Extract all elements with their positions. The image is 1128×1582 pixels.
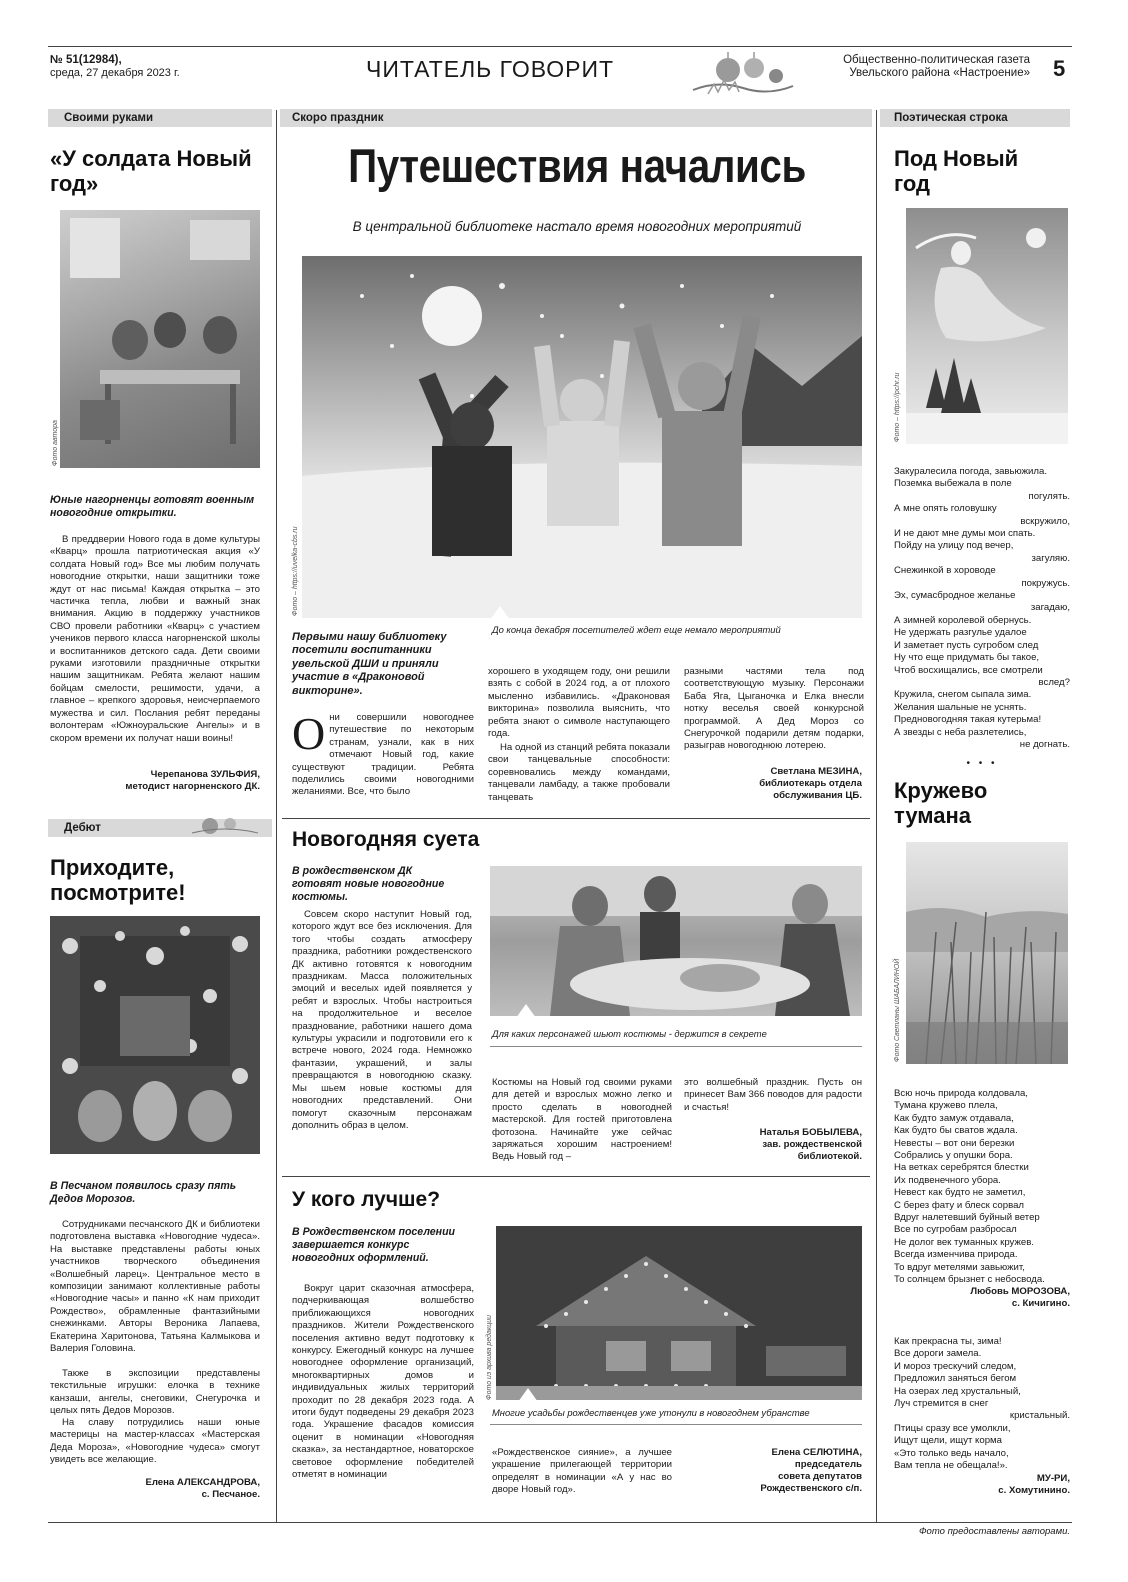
poem-line: Вдруг налетевший буйный ветер [894,1212,1040,1224]
author-travels: Светлана МЕЗИНА, библиотекарь отдела обслуживания ЦБ. [759,766,862,801]
photo-credit-lace: Фото Светланы ШАБАЛИНОЙ [894,958,901,1062]
poem-line: Не удержать разгулье удалое [894,627,1027,639]
paper-name-line1: Общественно-политическая газета [843,54,1030,66]
poem-new-year [894,466,1070,751]
poem-line: не догнать. [1019,738,1070,750]
lead-travels: Первыми нашу библиотеку посетили воспитанники увельской ДШИ и приняли участие в «Драконовой викторине». [292,631,447,697]
poem-line: То вдруг метелями завьюжит, [894,1261,1025,1273]
photo-fog-grass [906,842,1068,1064]
article-title-travels: Путешествия начались [348,139,806,192]
body-soldier: В преддверии Нового года в доме культуры «Кварц» прошла патриотическая акция «У солдата Новый год» Все мы любим получать новогодние открытки, наши защитники тоже ждут от нас письма! Каждая открытка – это частичка тепла, любви и важный знак внимания. Акцию в поддержку участников СВО провели работники «Кварц» с участием учеников первого класса нагорненской школы и воспитанников детского сада. Дети своими руками изготовили праздничные открытки нашим защитникам. Ребята желают нашим бойцам смелости, решимости, удачи, а главное – крепкого здоровья, неисчерпаемого мужества и сил. Послания ребят переданы волонтерам «Южноуральские Ангелы» и в скором времени их получат наши воины! [50,534,260,744]
poem-line: А зимней королевой обернусь. [894,614,1032,626]
body-come-3: На славу потрудились наши юные мастерицы на мастер-классах «Мастерская Деда Мороза», «Новогодние чудеса» смогут увидеть все желающие. [50,1417,260,1466]
article-title-soldier: «У солдата Новый год» [50,146,252,196]
paper-name-line2: Увельского района «Настроение» [849,67,1030,79]
photo-credit-soldier: Фото автора [52,420,59,466]
page-number: 5 [1053,56,1066,81]
body-travels-b: хорошего в уходящем году, они решили взять с собой в 2024 год, а от плохого мысленно избавились. «Драконовая викторина» позволила выяснить, что ребята знают о символе наступающего года. [488,666,670,740]
body-travels-c: На одной из станций ребята показали свои танцевальные способности: соревновались между командами, танцевали ламбаду, а также пробовали танцевать [488,742,670,803]
poem-line: Кружила, снегом сыпала зима. [894,689,1032,701]
poem-line: Невест как будто не заметил, [894,1187,1026,1199]
poem-line: Их подвенечного убора. [894,1174,1001,1186]
photo-kids-postcards [60,210,260,468]
lead-bustle: В рождественском ДК готовят новые новогодние костюмы. [292,865,445,903]
body-come-1: Сотрудниками песчанского ДК и библиотеки подготовлена выставка «Новогодние чудеса». На выставке представлены работы юных участников творческого объединения «Волшебный ларец». Центральное место в композиции занимают коллективные работы «Новогодние часы» и панно «К нам приходит Рождество», обрамленные фантазийными снежинками. Авторы Вероника Лапаева, Екатерина Харитонова, Татьяна Калмыкова и Валерия Головина. [50,1219,260,1355]
body-best-a: Вокруг царит сказочная атмосфера, подчеркивающая волшебство приближающихся новогодних праздников. Жители Рождественского поселения активно ведут подготовку к конкурсу. Ежегодный конкурс на лучшее новогоднее оформление организаций, многоквартирных домов и индивидуальных жилых территорий проходит по 28 декабря 2023 года. А итоги будут подведены 29 декабря 2023 года. Украшение фасадов комиссия оценит в номинации «Новогодняя сказка», за нестандартное, новаторское световое оформление победителей отметят в номинации [292,1283,474,1481]
author-winter: МУ-РИ, с. Хомутинино. [998,1473,1070,1496]
poem-line: А мне опять головушку [894,503,997,515]
poem-line: Поземка выбежала в поле [894,478,1012,490]
article-title-bustle: Новогодняя суета [292,828,480,851]
body-bustle-a: Совсем скоро наступит Новый год, которого ждут все без исключения. Для того чтобы создать атмосферу праздника, работники рождественского ДК активно готовятся к новогодним праздникам. Масса положительных эмоций и веселых идей появляется у ребят и взрослых. Чтобы настроиться на продолжительное и веселое празднование, работники нашего дома культуры украсили и подготовили его к встрече нового, 2024 года. Немножко фантазии, украшений, и залы превращаются в новогоднюю сказку. Мы шьем новые костюмы для новогодних представлений. Они помогут сказочным персонажам дополнить образ в целом. [292,909,472,1131]
poem-line: Как будто замуж отдавала, [894,1112,1014,1124]
author-bustle: Наталья БОБЫЛЕВА, зав. рождественской библиотекой. [759,1127,862,1162]
poem-title-lace: Кружево тумана [894,778,988,828]
poem-line: Желания шальные не уснять. [894,701,1027,713]
author-soldier: Черепанова ЗУЛЬФИЯ, методист нагорненского ДК. [125,769,260,792]
poem-line: Вам тепла не обещала!». [894,1460,1008,1472]
poem-line: вскружило, [1020,515,1070,527]
poem-line: На ветках серебрятся блестки [894,1162,1029,1174]
caption-best: Многие усадьбы рождественцев уже утонули в новогоднем убранстве [492,1407,810,1418]
poem-line: Все по сугробам разбросал [894,1224,1017,1236]
body-come-2: Также в экспозиции представлены текстильные игрушки: елочка в технике канзаши, ангелы, снеговики, Снегурочка и целых пять Дедов Морозов. [50,1368,260,1417]
poem-line: И заметает пусть сугробом след [894,639,1039,651]
photo-kids-snow [302,256,862,618]
poem-line: Не долог век туманных кружев. [894,1236,1034,1248]
poem-line: погулять. [1028,490,1070,502]
body-best-b: «Рождественское сияние», а лучшее украшение прилегающей территории определят в номинации «А у нас во дворе Новый год». [492,1447,672,1496]
author-best: Елена СЕЛЮТИНА, председатель совета депутатов Рождественского с/п. [760,1447,862,1494]
poem-line: А звезды с неба разлетелись, [894,726,1027,738]
poem-line: Всегда изменчива природа. [894,1249,1018,1261]
poem-line: Тумана кружево плела, [894,1100,998,1112]
body-travels-a: О ни совершили новогоднее путешествие по некоторым странам, узнали, как в них отмечают Новый год, какие существуют традиции. Ребята поделились своими новогодними желаниями. Все, что было [292,708,474,798]
caption-bustle: Для каких персонажей шьют костюмы - держится в секрете [492,1028,767,1039]
poem-line: кристальный. [1009,1410,1070,1422]
author-lace: Любовь МОРОЗОВА, с. Кичигино. [970,1286,1070,1309]
poem-line: загадаю, [1030,602,1070,614]
poem-line: Ну что еще придумать бы такое, [894,652,1040,664]
poem-lace [894,1088,1070,1287]
poem-line: Собрались у опушки бора. [894,1150,1013,1162]
poem-line: Всю ночь природа колдовала, [894,1088,1028,1099]
section-title: ЧИТАТЕЛЬ ГОВОРИТ [366,56,615,82]
poem-line: Предложил заняться бегом [894,1373,1017,1385]
footer-photo-credit: Фото предоставлены авторами. [919,1526,1070,1537]
poem-line: Закуралесила погода, завьюжила. [894,466,1047,477]
poem-line: Предновогодняя такая кутерьма! [894,714,1042,726]
ornament-icon [190,815,260,840]
poem-line: Эх, сумасбродное желанье [894,590,1016,602]
poem-line: На озерах лед хрустальный, [894,1385,1021,1397]
photo-snow-maiden [906,208,1068,444]
body-bustle-b: Костюмы на Новый год своими руками для детей и взрослых можно легко и просто сделать в новогодней мастерской. Для гостей приготовлена фотозона. Начинайте уже сейчас заряжаться хорошим настроением! Ведь Новый год – [492,1077,672,1163]
poem-line: Пойду на улицу под вечер, [894,540,1014,552]
poem-line: Птицы сразу все умолкли, [894,1422,1011,1434]
article-title-best: У кого лучше? [292,1188,441,1211]
poem-line: С берез фату и блеск сорвал [894,1199,1025,1211]
poem-line: Луч стремится в снег [894,1398,989,1410]
poem-line: И не дают мне думы мои спать. [894,528,1036,540]
photo-credit-new-year: Фото – https://pchr.ru [894,372,901,442]
subtitle-travels: В центральной библиотеке настало время новогодних мероприятий [352,219,802,234]
poem-winter [894,1336,1070,1472]
lead-come: В Песчаном появилось сразу пять Дедов Морозов. [50,1180,237,1205]
poem-line: «Это только ведь начало, [894,1447,1009,1459]
photo-sewing [490,866,862,1016]
poem-title-new-year: Под Новый год [894,146,1019,196]
lead-best: В Рождественском поселении завершается конкурс новогодних оформлений. [292,1226,456,1264]
rubric-holiday: Скоро праздник [280,109,872,127]
author-come: Елена АЛЕКСАНДРОВА, с. Песчаное. [145,1477,260,1500]
poem-line: Как будто бы сватов ждала. [894,1125,1018,1137]
photo-credit-best: Фото из архива редакции [486,1315,493,1400]
photo-credit-travels: Фото – https://uvelka-cbs.ru [292,526,299,616]
rubric-poetry: Поэтическая строка [880,109,1070,127]
issue-date: среда, 27 декабря 2023 г. [50,67,180,79]
poem-line: Снежинкой в хороводе [894,565,996,577]
poem-line: вслед? [1038,676,1070,688]
poem-line: Ищут щели, ищут корма [894,1435,1002,1447]
poem-line: И мороз трескучий следом, [894,1360,1017,1372]
poem-line: Все дороги замела. [894,1348,982,1360]
rubric-handmade: Своими руками [48,109,272,127]
body-travels-d: разными частями тела под соответствующую музыку. Персонажи Баба Яга, Цыганочка и Елка внесли нотку веселья своей конкурсной программой. А Дед Мороз со Снегурочкой подарили детям подарки, разыграв новогоднюю лотерею. [684,666,864,752]
dropcap: О [292,708,326,759]
caption-travels: До конца декабря посетителей ждет еще немало мероприятий [492,624,781,635]
poem-line: Невесты – вот они березки [894,1137,1015,1149]
poem-line: загуляю. [1031,552,1070,564]
poem-line: покружусь. [1021,577,1070,589]
photo-house [496,1226,862,1400]
photo-exhibition [50,916,260,1154]
body-bustle-c: это волшебный праздник. Пусть он принесет Вам 366 поводов для радости и счастья! [684,1077,862,1113]
lead-soldier: Юные нагорненцы готовят военным новогодние открытки. [50,494,255,519]
poem-line: То солнцем брызнет с небосвода. [894,1274,1045,1286]
poem-line: Как прекрасна ты, зима! [894,1336,1002,1347]
issue-number: № 51(12984), [50,54,122,66]
poem-line: Чтоб восхищались, все смотрели [894,664,1043,676]
separator-dots: • • • [966,758,998,769]
rubric-debut: Дебют [48,819,272,837]
article-title-come: Приходите, посмотрите! [50,855,186,905]
masthead [48,46,1078,104]
